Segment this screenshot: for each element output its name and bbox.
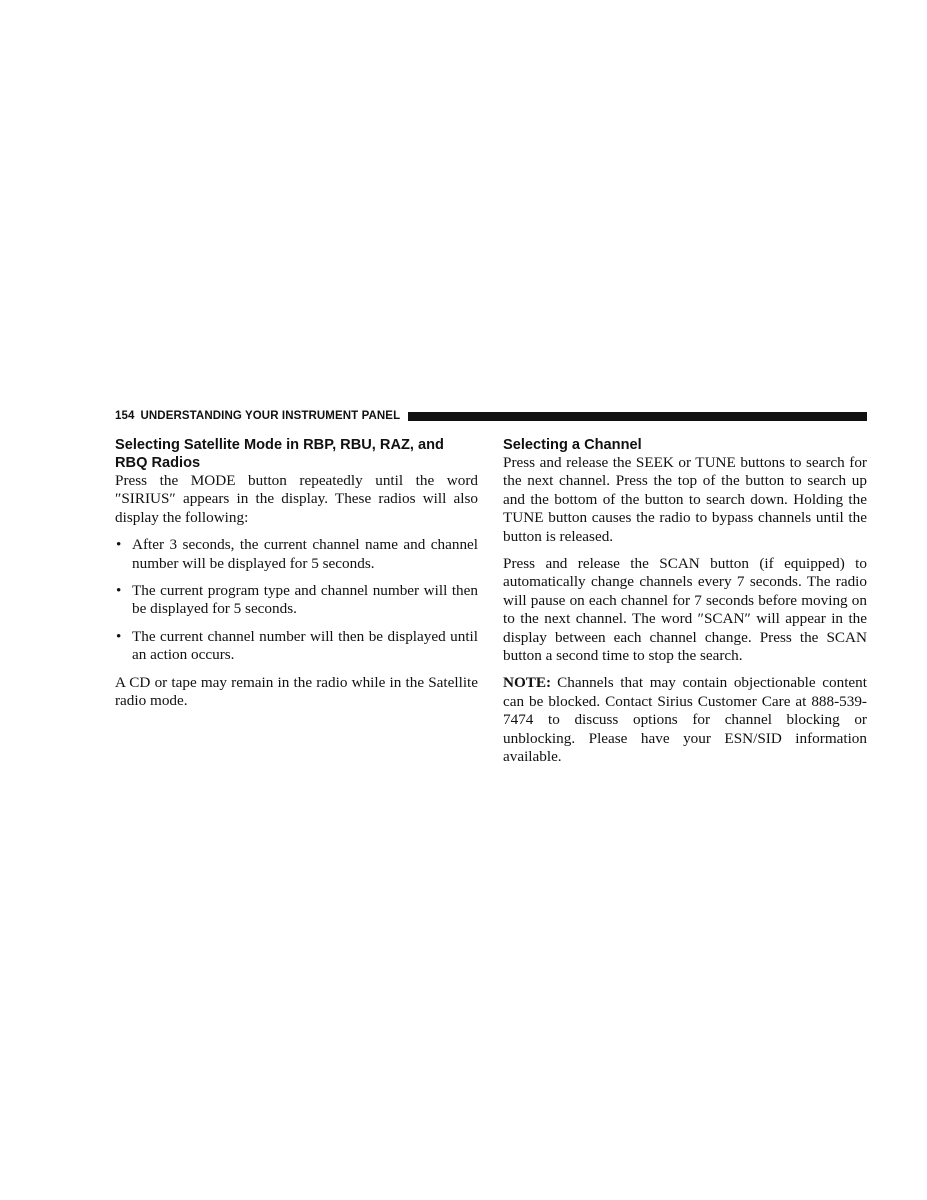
left-column (115, 436, 478, 719)
list-item (115, 582, 478, 619)
list-item-text: The current channel number will then be displayed until an action occurs. (132, 627, 478, 664)
note-text: Channels that may contain objectionable content can be blocked. Contact Sirius Customer Care at 888-539-7474 to discuss options for channel blocking or unblocking. Please have your ESN/SID information available. (503, 674, 867, 766)
bullet-icon: • (116, 582, 122, 600)
section-title: UNDERSTANDING YOUR INSTRUMENT PANEL (140, 410, 401, 422)
satellite-mode-heading: Selecting Satellite Mode in RBP, RBU, RAZ, and RBQ Radios (115, 437, 444, 471)
list-item-text: The current program type and channel number will then be displayed for 5 seconds. (132, 582, 478, 618)
list-item (115, 628, 478, 665)
note-label: NOTE: (503, 674, 552, 692)
satellite-mode-intro: Press the MODE button repeatedly until the word ″SIRIUS″ appears in the display. These radios will also display the following: (115, 472, 478, 526)
page-number: 154 (115, 410, 135, 422)
header-rule (408, 412, 867, 421)
satellite-mode-bullet-list (115, 536, 478, 664)
note-paragraph (503, 674, 867, 766)
scan-paragraph: Press and release the SCAN button (if equipped) to automatically change channels every 7 seconds. The radio will pause on each channel for 7 seconds before moving on to the next channel. The word ″SCAN″ will appear in the display between each channel change. Press the SCAN button a second time to stop the search. (503, 555, 867, 665)
right-column (503, 436, 867, 776)
satellite-mode-closing: A CD or tape may remain in the radio while in the Satellite radio mode. (115, 673, 478, 710)
list-item (115, 536, 478, 573)
seek-tune-paragraph: Press and release the SEEK or TUNE buttons to search for the next channel. Press the top of the button to search up and the bottom of the button to search down. Holding the TUNE button causes the radio to bypass channels until the button is released. (503, 454, 867, 545)
list-item-text: After 3 seconds, the current channel name and channel number will be displayed for 5 seconds. (132, 536, 478, 572)
bullet-icon: • (116, 536, 122, 554)
bullet-icon: • (116, 627, 122, 645)
page-header (115, 409, 867, 423)
selecting-channel-heading: Selecting a Channel (503, 437, 642, 453)
